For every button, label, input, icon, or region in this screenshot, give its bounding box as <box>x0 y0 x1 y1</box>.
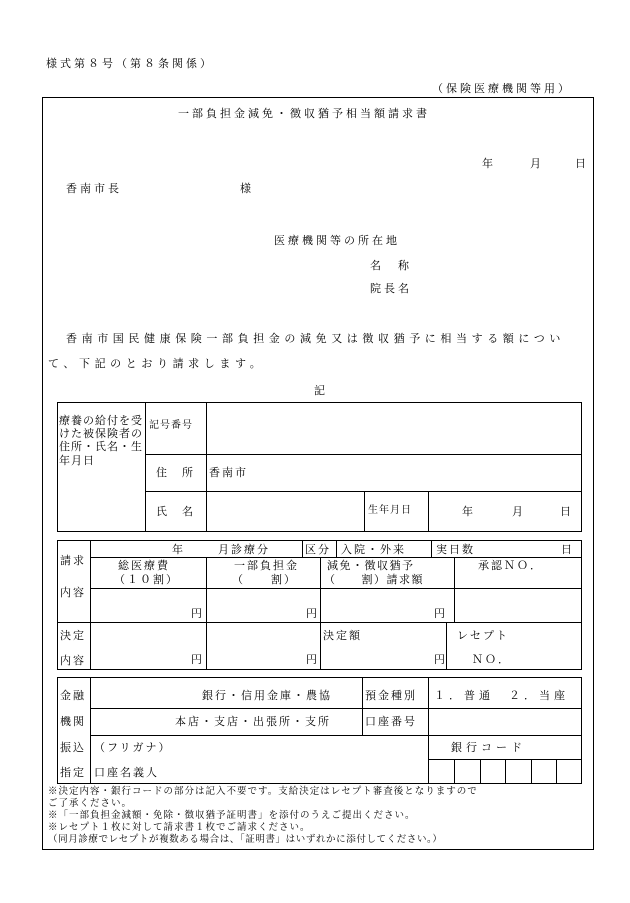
institution-location-label: 医療機関等の所在地 <box>274 234 400 247</box>
note-1-line-2: ご了承ください。 <box>48 798 133 809</box>
bank-label-3: 振込 <box>60 741 86 754</box>
note-3: ※レセプト１枚に対して請求書１枚でご請求ください。 <box>48 822 311 833</box>
usage-label: （保険医療機関等用） <box>432 82 572 95</box>
category-label: 区分 <box>305 543 331 556</box>
bank-label-2: 機関 <box>60 715 86 728</box>
claim-label-bottom: 内容 <box>60 586 86 599</box>
birth-month: 月 <box>512 505 525 518</box>
days-unit: 日 <box>561 543 574 556</box>
deposit-types[interactable]: １．普通 ２．当座 <box>434 689 569 702</box>
copay-line1: 一部負担金 <box>234 559 299 572</box>
form-title: 一部負担金減免・徴収猶予相当額請求書 <box>178 107 430 120</box>
date-month: 月 <box>530 157 544 170</box>
symbol-number-label: 記号番号 <box>149 420 193 431</box>
receipt-no: ＮＯ． <box>472 653 511 666</box>
copay-yen: 円 <box>306 607 319 620</box>
category-value: 入院・外来 <box>341 543 406 556</box>
total-cost-yen: 円 <box>191 607 204 620</box>
bank-types: 銀行・信用金庫・農協 <box>202 689 332 702</box>
name-label: 氏 名 <box>156 505 195 518</box>
decision-amount-yen: 円 <box>434 653 447 666</box>
decision-amount-label: 決定額 <box>323 629 362 642</box>
note-4: （同月診療でレセプトが複数ある場合は、「証明書」はいずれかに添付してください。） <box>48 834 443 845</box>
institution-director-label: 院長名 <box>370 282 412 295</box>
reduction-line2: （ 割）請求額 <box>324 573 424 586</box>
account-holder-label: 口座名義人 <box>94 766 159 779</box>
birth-label: 生年月日 <box>368 505 412 516</box>
bank-code-label: 銀行コード <box>451 741 526 754</box>
account-number-label: 口座番号 <box>365 715 417 728</box>
ki-label: 記 <box>314 384 328 397</box>
reduction-line1: 減免・徴収猶予 <box>327 559 415 572</box>
address-value[interactable]: 香南市 <box>209 466 248 479</box>
furigana-label: （フリガナ） <box>94 741 172 754</box>
insured-label: 療養の給付を受けた被保険者の住所・氏名・生年月日 <box>59 414 143 467</box>
receipt-label: レセプト <box>457 629 509 642</box>
total-cost-line2: （１０割） <box>114 573 179 586</box>
address-label: 住 所 <box>156 466 195 479</box>
reduction-yen: 円 <box>434 607 447 620</box>
deposit-type-label: 預金種別 <box>365 689 417 702</box>
days-label: 実日数 <box>436 543 475 556</box>
period-year: 年 <box>172 543 185 556</box>
date-year: 年 <box>482 157 496 170</box>
branch-types: 本店・支店・出張所・支所 <box>175 715 331 728</box>
birth-day: 日 <box>560 505 573 518</box>
addressee: 香南市長 <box>66 182 122 195</box>
decision-total-yen: 円 <box>191 653 204 666</box>
body-line-2: て、下記のとおり請求します。 <box>48 357 266 370</box>
body-line-1: 香南市国民健康保険一部負担金の減免又は徴収猶予に相当する額につい <box>66 332 565 345</box>
birth-year: 年 <box>462 505 475 518</box>
bank-label-4: 指定 <box>60 766 86 779</box>
note-1-line-1: ※決定内容・銀行コードの部分は記入不要です。支給決定はレセプト審査後となりますので <box>48 786 478 797</box>
form-number: 様式第８号（第８条関係） <box>46 57 214 70</box>
institution-name-label: 名 称 <box>370 259 412 272</box>
bank-label-1: 金融 <box>60 689 86 702</box>
decision-label-bottom: 内容 <box>60 654 86 667</box>
total-cost-line1: 総医療費 <box>118 559 170 572</box>
period-month: 月診療分 <box>218 543 270 556</box>
note-2: ※「一部負担金減額・免除・徴収猶予証明書」を添付のうえご提出ください。 <box>48 810 416 821</box>
approval-label: 承認ＮＯ． <box>478 559 543 572</box>
copay-line2: （ 割） <box>232 573 297 586</box>
claim-label-top: 請求 <box>60 554 86 567</box>
decision-label-top: 決定 <box>60 629 86 642</box>
decision-copay-yen: 円 <box>306 653 319 666</box>
date-day: 日 <box>575 157 589 170</box>
addressee-suffix: 様 <box>240 182 254 195</box>
